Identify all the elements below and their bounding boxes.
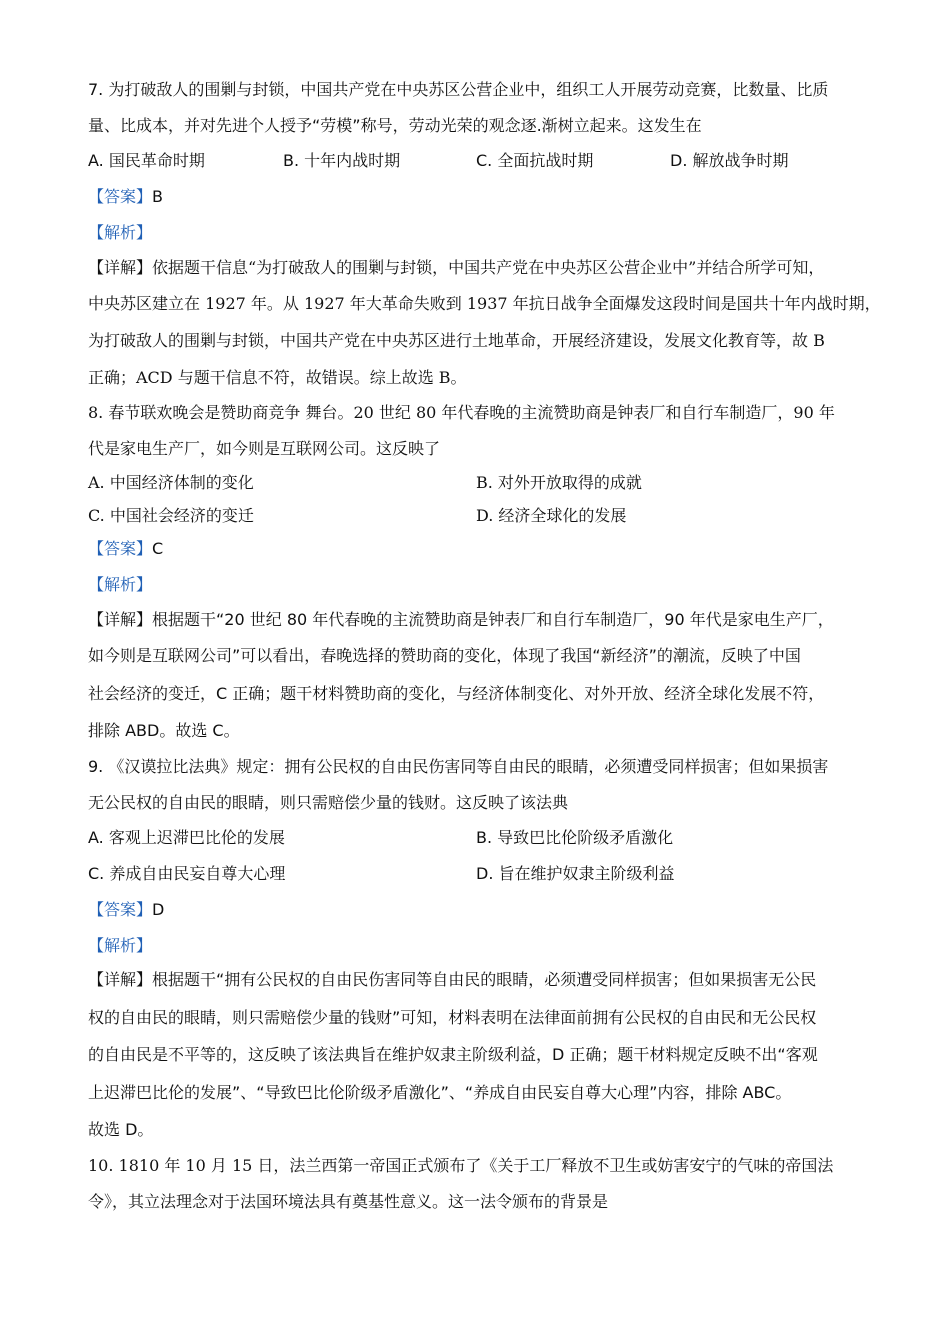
q9-stem-line-1: 9. 《汉谟拉比法典》规定：拥有公民权的自由民伤害同等自由民的眼睛，必须遭受同样损害；但如果损害	[88, 757, 829, 776]
q8-analysis-label: 【解析】	[88, 575, 153, 594]
q9-option-a: A. 客观上迟滞巴比伦的发展	[88, 828, 285, 847]
q8-detail-line-2: 如今则是互联网公司”可以看出，春晚选择的赞助商的变化，体现了我国“新经济”的潮流，反映了中国	[88, 646, 801, 665]
q8-detail-line-1: 【详解】根据题干“20 世纪 80 年代春晚的主流赞助商是钟表厂和自行车制造厂，90 年代是家电生产厂，	[88, 610, 834, 629]
answer-value: D	[152, 900, 165, 919]
q9-detail-line-2: 权的自由民的眼睛，则只需赔偿少量的钱财”可知，材料表明在法律面前拥有公民权的自由民和无公民权	[88, 1008, 817, 1027]
q7-detail-line-2: 中央苏区建立在 1927 年。从 1927 年大革命失败到 1937 年抗日战争全面爆发这段时间是国共十年内战时期，	[88, 294, 881, 313]
q9-detail-line-4: 上迟滞巴比伦的发展”、“导致巴比伦阶级矛盾激化”、“养成自由民妄自尊大心理”内容，排除 ABC。	[88, 1083, 792, 1102]
q8-option-b: B. 对外开放取得的成就	[476, 473, 642, 492]
q8-detail-line-4: 排除 ABD。故选 C。	[88, 721, 240, 740]
q7-option-d: D. 解放战争时期	[670, 151, 789, 170]
q7-option-a: A. 国民革命时期	[88, 151, 205, 170]
q7-option-b: B. 十年内战时期	[283, 151, 401, 170]
q9-option-c: C. 养成自由民妄自尊大心理	[88, 864, 286, 883]
q9-detail-line-1: 【详解】根据题干“拥有公民权的自由民伤害同等自由民的眼睛，必须遭受同样损害；但如果损害无公民	[88, 970, 817, 989]
q7-detail-line-3: 为打破敌人的围剿与封锁，中国共产党在中央苏区进行土地革命，开展经济建设，发展文化教育等，故 B	[88, 331, 825, 350]
q7-detail-line-4: 正确；ACD 与题干信息不符，故错误。综上故选 B。	[88, 368, 467, 387]
answer-value: B	[152, 187, 163, 206]
answer-value: C	[152, 539, 164, 558]
q10-stem-line-1: 10. 1810 年 10 月 15 日，法兰西第一帝国正式颁布了《关于工厂释放不卫生或妨害安宁的气味的帝国法	[88, 1156, 834, 1175]
q8-option-a: A. 中国经济体制的变化	[88, 473, 254, 492]
q7-analysis-label: 【解析】	[88, 223, 153, 242]
q8-stem-line-2: 代是家电生产厂，如今则是互联网公司。这反映了	[88, 439, 441, 458]
q9-detail-line-5: 故选 D。	[88, 1120, 154, 1139]
q7-detail-line-1: 【详解】依据题干信息“为打破敌人的围剿与封锁，中国共产党在中央苏区公营企业中”并结合所学可知，	[88, 258, 825, 277]
q7-stem-line-2: 量、比成本，并对先进个人授予“劳模”称号，劳动光荣的观念逐.渐树立起来。这发生在	[88, 116, 702, 135]
q9-answer	[88, 900, 164, 920]
answer-label: 【答案】	[88, 900, 153, 919]
q10-stem-line-2: 令》，其立法理念对于法国环境法具有奠基性意义。这一法令颁布的背景是	[88, 1192, 609, 1211]
q7-option-c: C. 全面抗战时期	[476, 151, 594, 170]
answer-label: 【答案】	[88, 539, 153, 558]
q8-option-d: D. 经济全球化的发展	[476, 506, 627, 525]
q9-option-b: B. 导致巴比伦阶级矛盾激化	[476, 828, 674, 847]
q8-stem-line-1: 8. 春节联欢晚会是赞助商竞争 舞台。20 世纪 80 年代春晚的主流赞助商是钟表厂和自行车制造厂，90 年	[88, 403, 835, 422]
q9-stem-line-2: 无公民权的自由民的眼睛，则只需赔偿少量的钱财。这反映了该法典	[88, 793, 569, 812]
q8-detail-line-3: 社会经济的变迁，C 正确；题干材料赞助商的变化，与经济体制变化、对外开放、经济全球化发展不符，	[88, 684, 825, 703]
q7-stem-line-1: 7. 为打破敌人的围剿与封锁，中国共产党在中央苏区公营企业中，组织工人开展劳动竞赛，比数量、比质	[88, 80, 829, 99]
q9-detail-line-3: 的自由民是不平等的，这反映了该法典旨在维护奴隶主阶级利益，D 正确；题干材料规定反映不出“客观	[88, 1045, 818, 1064]
q9-analysis-label: 【解析】	[88, 936, 153, 955]
answer-label: 【答案】	[88, 187, 153, 206]
q8-option-c: C. 中国社会经济的变迁	[88, 506, 254, 525]
q7-answer	[88, 187, 163, 207]
q8-answer	[88, 539, 163, 559]
q9-option-d: D. 旨在维护奴隶主阶级利益	[476, 864, 675, 883]
